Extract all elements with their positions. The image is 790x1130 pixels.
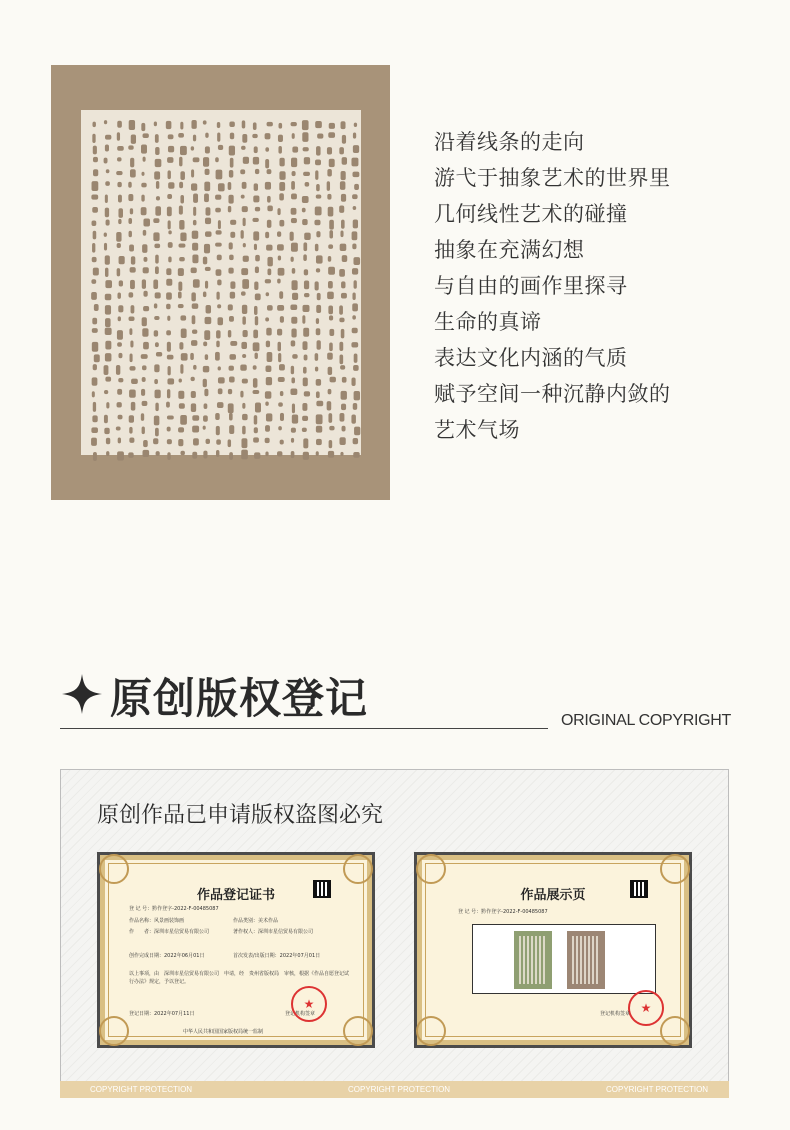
band-text: COPYRIGHT PROTECTION	[606, 1085, 709, 1094]
certificate-title: 作品登记证书	[196, 888, 275, 903]
poem-line: 抽象在充满幻想	[434, 238, 585, 262]
artwork-thumbnail	[567, 931, 605, 989]
owner: 著作权人：深圳市星信贸易有限公司	[233, 929, 314, 935]
red-seal-icon	[291, 986, 327, 1022]
qr-code-icon	[630, 880, 648, 898]
abstract-line-artwork-icon	[51, 65, 390, 500]
certificate-footer: 中华人民共和国国家版权局统一监制	[183, 1029, 264, 1035]
poem-line: 几何线性艺术的碰撞	[434, 202, 628, 226]
certificate-body: 以上事项，由 深圳市星信贸易有限公司 申请，经 贵州省版权局 审核，根据《作品自愿登记试行办法》规定，予以登记。	[129, 971, 350, 985]
poem-block	[434, 124, 671, 448]
four-point-star-icon	[60, 672, 104, 716]
authority-label: 登记机构签章	[285, 1011, 316, 1017]
reg-number: 登 记 号：黔作登字-2022-F-00485087	[458, 909, 548, 915]
section-subtitle: ORIGINAL COPYRIGHT	[561, 712, 732, 729]
created-date: 创作完成日期：2022年06月01日	[129, 953, 205, 959]
poem-line: 生命的真谛	[434, 310, 542, 334]
section-title: 原创版权登记	[110, 674, 369, 723]
poem-line: 赋予空间一种沉静内敛的	[434, 382, 671, 406]
work-category: 作品类别：美术作品	[233, 918, 279, 924]
ornament-icon	[99, 1016, 129, 1046]
poem-line: 艺术气场	[434, 418, 520, 442]
author: 作 者：深圳市星信贸易有限公司	[129, 929, 210, 935]
poem-line: 表达文化内涵的气质	[434, 346, 628, 370]
authority-label: 登记机构签章	[600, 1011, 631, 1017]
ornament-icon	[660, 854, 690, 884]
reg-number: 登 记 号：黔作登字-2022-F-00485087	[129, 906, 219, 912]
certificate-title: 作品展示页	[520, 888, 586, 903]
copyright-panel	[60, 769, 729, 1098]
work-name: 作品名称：风景画装饰画	[129, 918, 185, 924]
qr-code-icon	[313, 880, 331, 898]
section-divider	[60, 728, 548, 729]
registration-certificate	[97, 852, 375, 1048]
display-page-certificate	[414, 852, 692, 1048]
band-text: COPYRIGHT PROTECTION	[348, 1085, 451, 1094]
ornament-icon	[416, 854, 446, 884]
published-date: 首次发表/出版日期：2022年07月01日	[233, 953, 321, 959]
copyright-band	[60, 1081, 729, 1098]
artwork-thumbnail	[514, 931, 552, 989]
ornament-icon	[660, 1016, 690, 1046]
artwork-image	[51, 65, 390, 500]
band-text: COPYRIGHT PROTECTION	[90, 1085, 193, 1094]
red-seal-icon	[628, 990, 664, 1026]
ornament-icon	[416, 1016, 446, 1046]
artwork-thumbnails	[472, 924, 656, 994]
poem-line: 沿着线条的走向	[434, 130, 585, 154]
poem-line: 与自由的画作里探寻	[434, 274, 628, 298]
ornament-icon	[343, 1016, 373, 1046]
ornament-icon	[99, 854, 129, 884]
ornament-icon	[343, 854, 373, 884]
panel-heading: 原创作品已申请版权盗图必究	[97, 803, 384, 828]
poem-line: 游弋于抽象艺术的世界里	[434, 166, 671, 190]
registration-date: 登记日期：2022年07月11日	[129, 1011, 195, 1017]
